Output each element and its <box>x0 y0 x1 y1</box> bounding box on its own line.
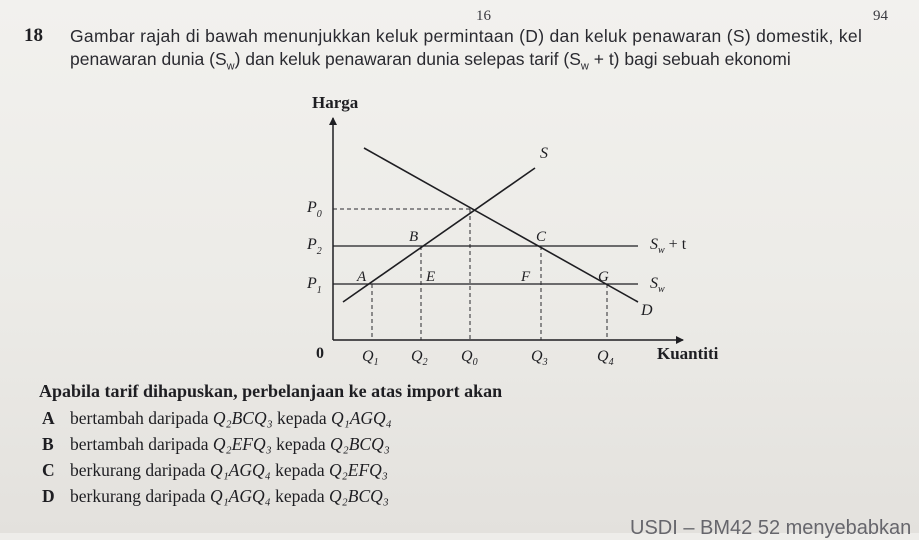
question-prompt: Apabila tarif dihapuskan, perbelanjaan ke atas import akan <box>39 381 503 401</box>
origin-label: 0 <box>316 345 324 362</box>
point-label-f: F <box>521 269 531 285</box>
answer-option-a[interactable] <box>42 408 392 429</box>
qty-label-q1: $Q_1$ <box>362 348 379 368</box>
question-number: 18 <box>24 25 43 46</box>
option-letter: D <box>42 486 55 506</box>
qty-label-q0: $Q_0$ <box>461 348 478 368</box>
y-axis-label: Harga <box>312 93 359 112</box>
answer-option-b[interactable] <box>42 434 390 455</box>
option-verb: berkurang daripada <box>70 460 206 480</box>
page-number-right: 94 <box>873 8 888 24</box>
demand-curve <box>364 148 638 302</box>
option-to-area: Q₂BCQ₃ <box>329 486 389 506</box>
supply-label: S <box>540 145 548 162</box>
point-label-e: E <box>426 269 436 285</box>
option-connector: kepada <box>277 408 327 428</box>
point-label-c: C <box>536 229 547 245</box>
option-verb: bertambah daripada <box>70 434 209 454</box>
world-tariff-label: $S_w + t$ <box>650 236 687 256</box>
qty-label-q2: $Q_2$ <box>411 348 428 368</box>
point-label-b: B <box>409 229 419 245</box>
option-from-area: Q₂EFQ₃ <box>212 434 272 454</box>
price-label-p2: $P_2$ <box>307 236 322 257</box>
x-axis-label: Kuantiti <box>657 344 719 363</box>
option-from-area: Q₂BCQ₃ <box>212 408 273 428</box>
page-footer: USDI – BM42 52 menyebabkan <box>630 517 912 539</box>
price-label-p1: $P_1$ <box>307 275 322 296</box>
stem-text: penawaran dunia (S <box>70 49 227 69</box>
stem-subscript: w <box>226 60 235 73</box>
qty-label-q4: $Q_4$ <box>597 348 614 368</box>
question-stem-line-1: Gambar rajah di bawah menunjukkan keluk permintaan (D) dan keluk penawaran (S) domestik, kel <box>70 26 863 46</box>
stem-text-end: + t) bagi sebuah ekonomi <box>588 49 791 69</box>
supply-curve <box>343 168 535 302</box>
option-from-area: Q₁AGQ₄ <box>209 486 271 506</box>
option-verb: bertambah daripada <box>70 408 209 428</box>
option-connector: kepada <box>275 486 325 506</box>
stem-subscript-2: w <box>580 60 589 73</box>
option-letter: B <box>42 434 54 454</box>
stem-text-rest: ) dan keluk penawaran dunia selepas tarif (S <box>234 49 581 69</box>
option-to-area: Q₂EFQ₃ <box>329 460 388 480</box>
answer-option-d[interactable] <box>42 486 389 507</box>
price-label-p0: $P_0$ <box>307 199 322 220</box>
option-to-area: Q₁AGQ₄ <box>330 408 392 428</box>
option-letter: A <box>42 408 55 428</box>
page-number-left: 16 <box>476 8 491 24</box>
option-connector: kepada <box>276 434 326 454</box>
option-to-area: Q₂BCQ₃ <box>330 434 390 454</box>
qty-label-q3: $Q_3$ <box>531 348 548 368</box>
world-supply-label: $S_w$ <box>650 275 665 295</box>
point-label-a: A <box>357 269 367 285</box>
answer-option-c[interactable] <box>42 460 388 481</box>
point-label-g: G <box>598 269 609 285</box>
option-verb: berkurang daripada <box>70 486 206 506</box>
option-connector: kepada <box>275 460 325 480</box>
option-letter: C <box>42 460 55 480</box>
demand-label: D <box>641 302 653 319</box>
option-from-area: Q₁AGQ₄ <box>209 460 271 480</box>
